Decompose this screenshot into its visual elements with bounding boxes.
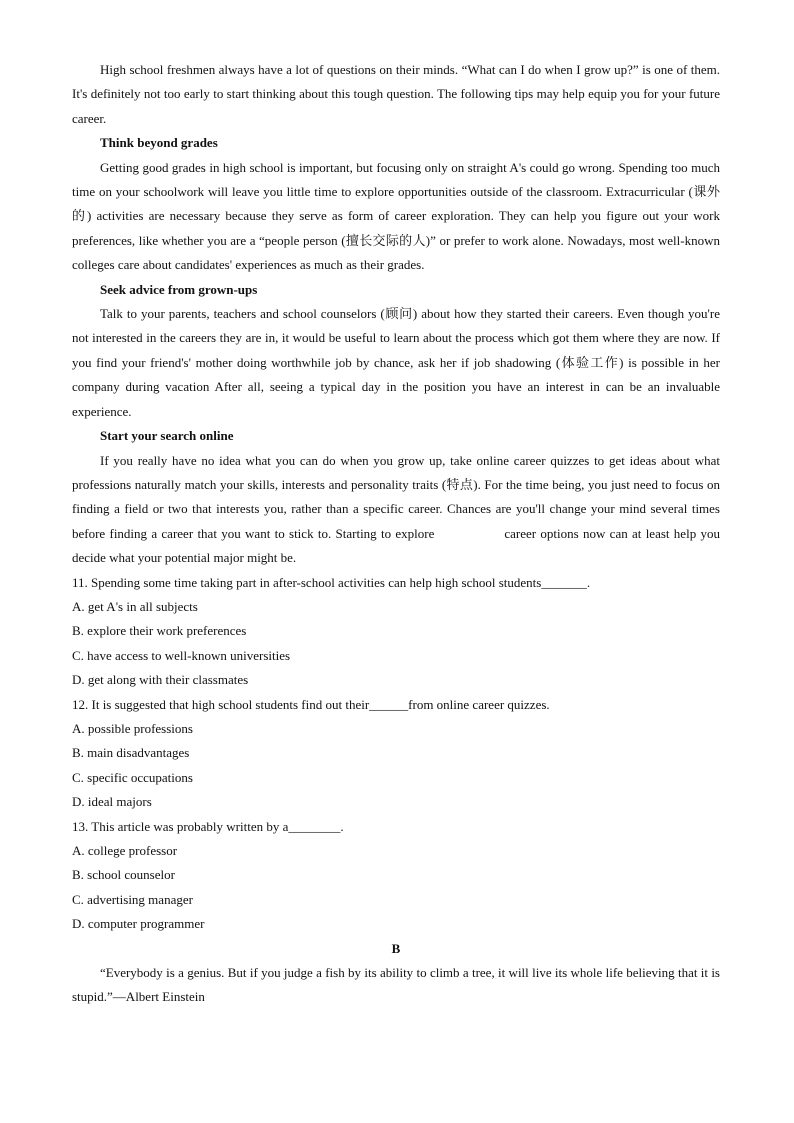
option-a: A. possible professions bbox=[72, 720, 193, 736]
question-12 bbox=[72, 693, 720, 815]
passage-b-label: B bbox=[391, 940, 401, 956]
option-b: B. main disadvantages bbox=[72, 745, 190, 761]
option-d: D. ideal majors bbox=[72, 794, 152, 810]
option-d: D. get along with their classmates bbox=[72, 672, 249, 688]
section-heading-advice: Seek advice from grown-ups bbox=[100, 281, 258, 297]
option-a: A. college professor bbox=[72, 843, 178, 858]
section-body-online-part1: If you really have no idea what you can do when you grow up, take online career quizzes to get ideas about what professions naturally match your skills, interests and personality traits (特点). For the time being, you just need to focus on finding a field or two that interests you, rather than a specific career. Chances are you'll change your mind several times before finding a career that you want to stick to. Starting to explore bbox=[72, 452, 720, 541]
section-body-grades: Getting good grades in high school is important, but focusing only on straight A's could go wrong. Spending too much time on your schoolwork will leave you little time to explore opportunities outside of the classroom. Extracurricular (课外的) activities are necessary because they serve as form of career exploration. They can help you figure out your work preferences, like whether you are a “people person (擅长交际的人)” or prefer to work alone. Nowadays, most well-known colleges care about candidates' experiences as much as their grades. bbox=[72, 159, 720, 273]
passage-b-quote: “Everybody is a genius. But if you judge a fish by its ability to climb a tree, it will live its whole life believing that it is stupid.”—Albert Einstein bbox=[72, 965, 720, 1005]
question-13 bbox=[72, 815, 720, 937]
question-11 bbox=[72, 571, 720, 693]
option-d: D. computer programmer bbox=[72, 916, 205, 932]
question-stem: 13. This article was probably written by a________. bbox=[72, 818, 344, 834]
option-c: C. specific occupations bbox=[72, 769, 193, 785]
section-body-advice: Talk to your parents, teachers and school counselors (顾问) about how they started their careers. Even though you're not interested in the careers they are in, it would be useful to learn about the process which got them where they are now. If you find your friend's' mother doing worthwhile job by chance, ask her if job shadowing (体验工作) is possible in her company during vacation After all, seeing a typical day in the position you have an interest in can be an invaluable experience. bbox=[72, 306, 720, 419]
option-b: B. explore their work preferences bbox=[72, 623, 247, 639]
section-heading-online: Start your search online bbox=[100, 428, 234, 444]
section-body-online bbox=[72, 449, 720, 571]
option-b: B. school counselor bbox=[72, 867, 175, 883]
section-heading-grades: Think beyond grades bbox=[100, 135, 218, 151]
question-stem: 12. It is suggested that high school students find out their______from online career quizzes. bbox=[72, 696, 550, 712]
option-a: A. get A's in all subjects bbox=[72, 598, 198, 614]
section-body-online-part2: career options now can at least help you decide what your potential major might be. bbox=[72, 525, 720, 566]
document-page bbox=[72, 58, 720, 1010]
question-stem: 11. Spending some time taking part in after-school activities can help high school students_______. bbox=[72, 574, 591, 590]
option-c: C. advertising manager bbox=[72, 891, 193, 907]
option-c: C. have access to well-known universities bbox=[72, 647, 291, 663]
passage-a-intro: High school freshmen always have a lot of questions on their minds. “What can I do when I grow up?” is one of them. It's definitely not too early to start thinking about this tough question. The following tips may help equip you for your future career. bbox=[72, 62, 720, 126]
